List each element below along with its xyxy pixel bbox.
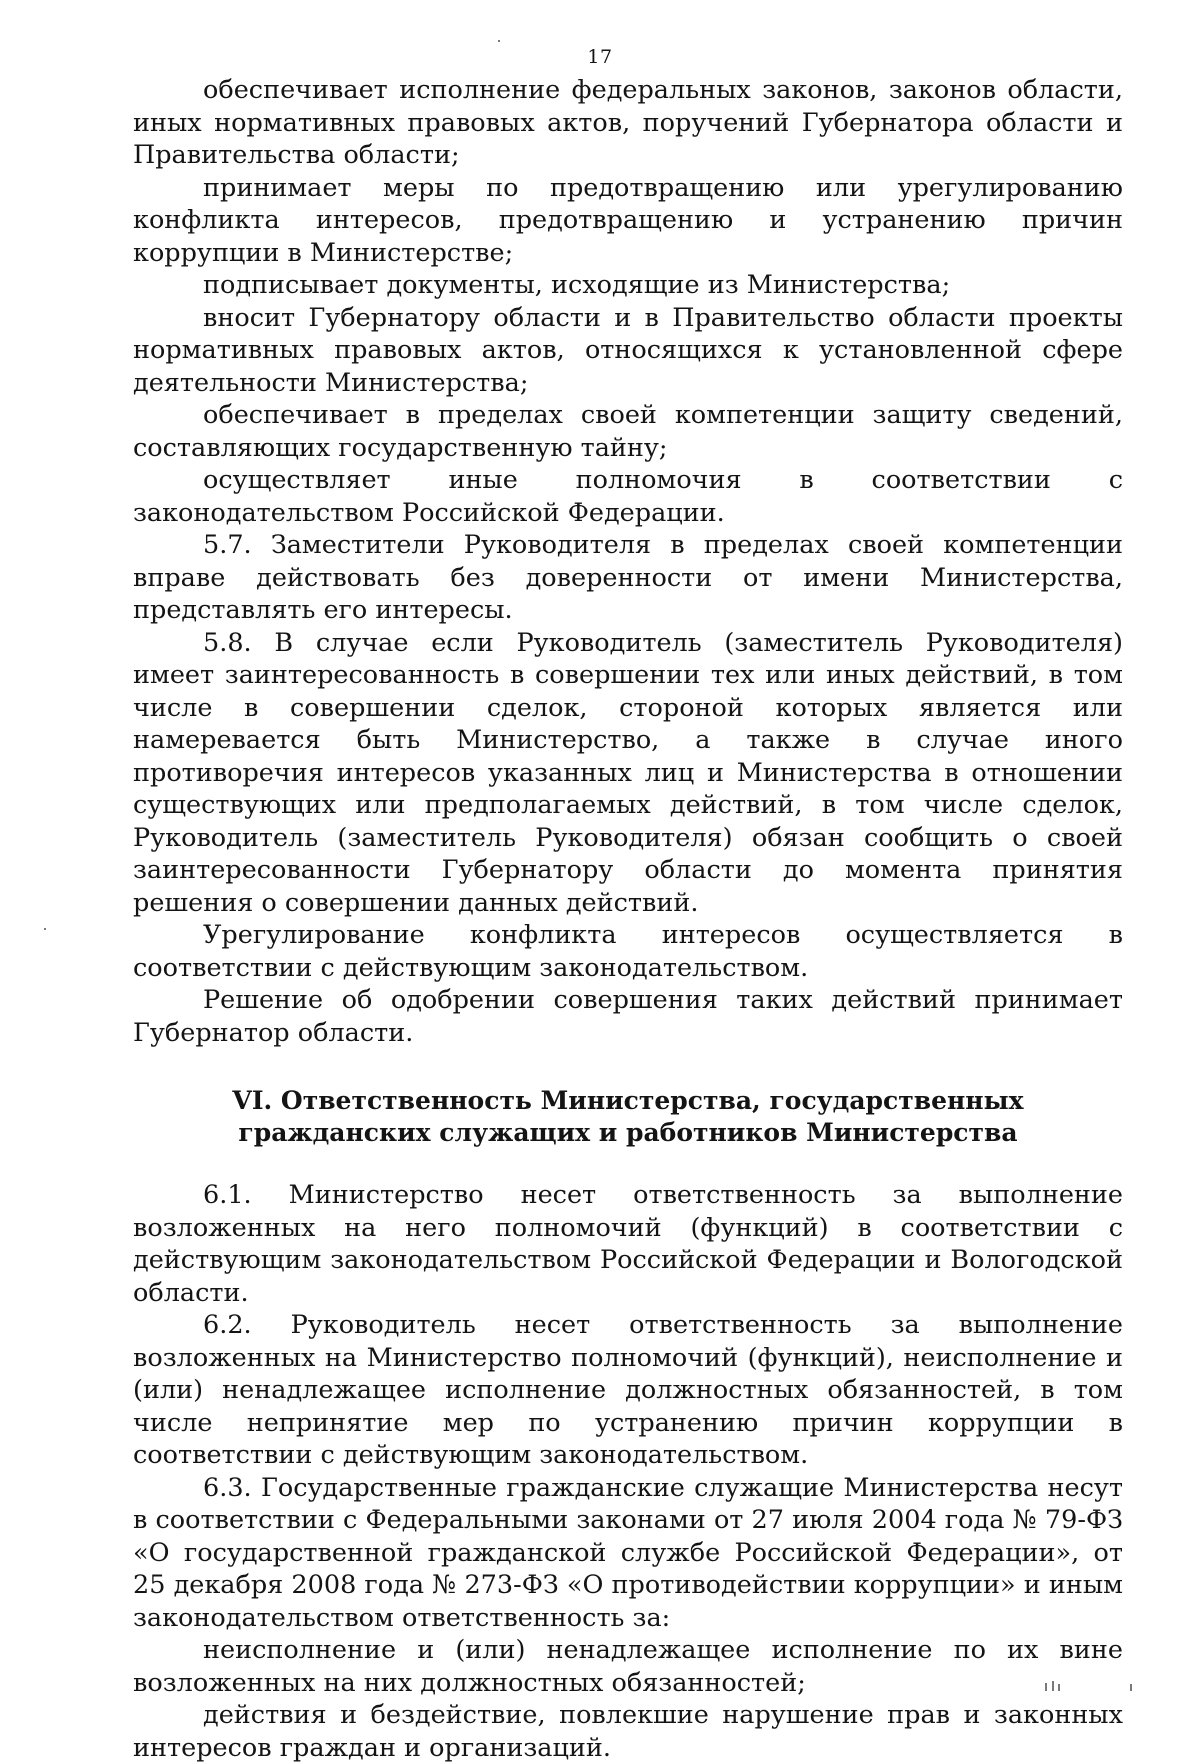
- paragraph: обеспечивает в пределах своей компетенции защиту сведений, составляющих государственную тайну;: [133, 400, 1123, 463]
- paragraph: Урегулирование конфликта интересов осуществляется в соответствии с действующим законодательством.: [133, 920, 1123, 983]
- paragraph: осуществляет иные полномочия в соответствии с законодательством Российской Федерации.: [133, 465, 1123, 528]
- paragraph: 5.8. В случае если Руководитель (заместитель Руководителя) имеет заинтересованность в совершении тех или иных действий, в том числе в совершении сделок, стороной которых является или намеревается быть Министерство, а также в случае иного противоречия интересов указанных лиц и Министерства в отношении существующих или предполагаемых действий, в том числе сделок, Руководитель (заместитель Руководителя) обязан сообщить о своей заинтересованности Губернатору области до момента принятия решения о совершении данных действий.: [133, 627, 1123, 918]
- paragraph: действия и бездействие, повлекшие нарушение прав и законных интересов граждан и организаций.: [133, 1700, 1123, 1763]
- paragraph: 5.7. Заместители Руководителя в пределах своей компетенции вправе действовать без доверенности от имени Министерства, представлять его интересы.: [133, 530, 1123, 625]
- document-body: [133, 74, 1123, 1764]
- section-heading-line: VI. Ответственность Министерства, государственных: [232, 1086, 1024, 1115]
- section-heading-line: гражданских служащих и работников Министерства: [238, 1118, 1018, 1147]
- scan-artifact: [1052, 1681, 1054, 1691]
- paragraph: вносит Губернатору области и в Правительство области проекты нормативных правовых актов, относящихся к установленной сфере деятельности Министерства;: [133, 302, 1123, 398]
- section-heading: [133, 1085, 1123, 1149]
- scan-artifact: [1130, 1684, 1132, 1691]
- paragraph: 6.3. Государственные гражданские служащие Министерства несут в соответствии с Федеральными законами от 27 июля 2004 года № 79-ФЗ «О государственной гражданской службе Российской Федерации», от 25 декабря 2008 года № 273-ФЗ «О противодействии коррупции» и иным законодательством ответственность за:: [133, 1472, 1123, 1633]
- scan-artifact: [44, 928, 46, 930]
- paragraph: неисполнение и (или) ненадлежащее исполнение по их вине возложенных на них должностных обязанностей;: [133, 1635, 1123, 1698]
- scan-artifact: [1045, 1683, 1047, 1691]
- page-number: 17: [587, 46, 613, 68]
- paragraph: 6.2. Руководитель несет ответственность за выполнение возложенных на Министерство полномочий (функций), неисполнение и (или) ненадлежащее исполнение должностных обязанностей, в том числе непринятие мер по устранению причин коррупции в соответствии с действующим законодательством.: [133, 1310, 1123, 1470]
- scan-artifact: [1058, 1684, 1060, 1691]
- paragraph: 6.1. Министерство несет ответственность за выполнение возложенных на него полномочий (функций) в соответствии с действующим законодательством Российской Федерации и Вологодской области.: [133, 1180, 1123, 1308]
- paragraph: обеспечивает исполнение федеральных законов, законов области, иных нормативных правовых актов, поручений Губернатора области и Правительства области;: [133, 75, 1123, 170]
- paragraph: подписывает документы, исходящие из Министерства;: [203, 270, 951, 300]
- scan-artifact: [498, 40, 500, 42]
- paragraph: принимает меры по предотвращению или урегулированию конфликта интересов, предотвращению и устранению причин коррупции в Министерстве;: [133, 172, 1123, 268]
- paragraph: Решение об одобрении совершения таких действий принимает Губернатор области.: [133, 985, 1123, 1048]
